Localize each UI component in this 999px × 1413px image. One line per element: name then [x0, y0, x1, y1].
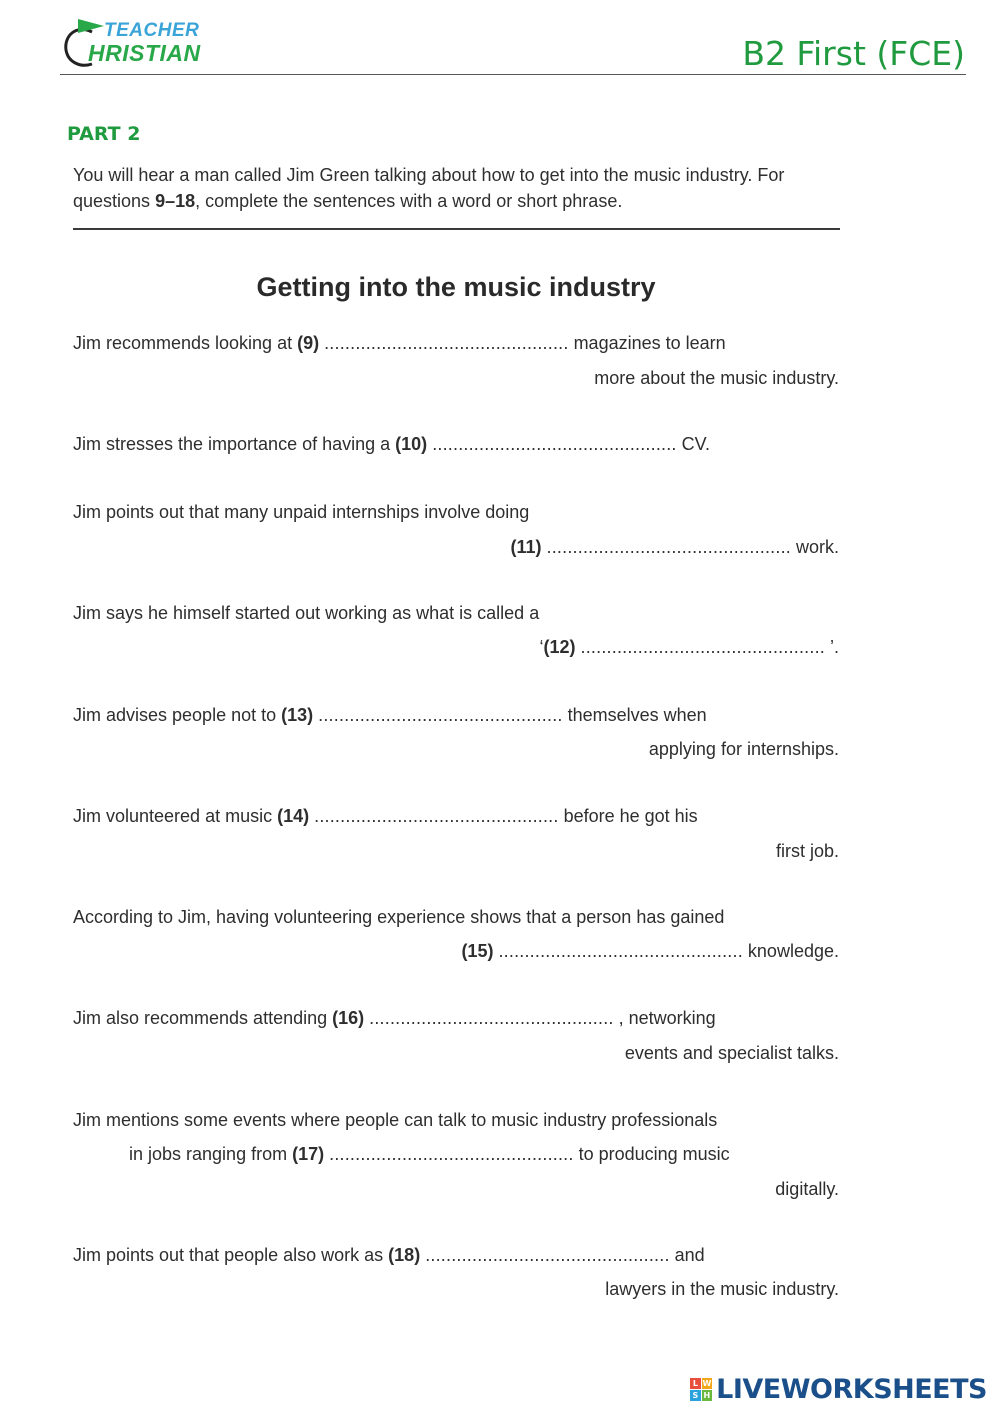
q11-number: (11) — [510, 537, 542, 557]
q16-number: (16) — [332, 1008, 365, 1028]
q16-post: , networking — [613, 1008, 716, 1028]
q9-pre: Jim recommends looking at — [73, 333, 298, 353]
q16-pre: Jim also recommends attending — [73, 1008, 333, 1028]
q10-pre: Jim stresses the importance of having a — [73, 434, 396, 454]
q14-pre: Jim volunteered at music — [73, 806, 278, 826]
q12-number: (12) — [543, 637, 576, 657]
liveworksheets-icon — [690, 1378, 712, 1400]
liveworksheets-wordmark: LIVEWORKSHEETS — [716, 1373, 987, 1405]
question-16-line2: events and specialist talks. — [624, 1043, 839, 1063]
q9-answer-blank[interactable]: ............................................... — [324, 333, 569, 353]
question-17-line3: digitally. — [775, 1179, 839, 1199]
q11-answer-blank[interactable]: ............................................... — [546, 537, 791, 557]
question-14-line2: first job. — [775, 841, 839, 861]
exam-title: B2 First (FCE) — [742, 34, 965, 73]
question-13-line1 — [73, 705, 707, 726]
q18-pre: Jim points out that people also work as — [73, 1245, 389, 1265]
q10-post: CV. — [676, 434, 710, 454]
q18-post: and — [669, 1245, 705, 1265]
instructions-range: 9–18 — [155, 191, 196, 211]
question-12-line1: Jim says he himself started out working as what is called a — [73, 603, 540, 623]
question-11-line1: Jim points out that many unpaid internships involve doing — [73, 502, 530, 522]
question-9-line1 — [73, 333, 726, 354]
q15-answer-blank[interactable]: ............................................... — [498, 941, 743, 961]
question-18-line2: lawyers in the music industry. — [605, 1279, 839, 1299]
question-18-line1 — [73, 1245, 705, 1266]
q11-post: work. — [790, 537, 839, 557]
q10-number: (10) — [395, 434, 428, 454]
question-15-line1: According to Jim, having volunteering experience shows that a person has gained — [73, 907, 725, 927]
q9-number: (9) — [297, 333, 320, 353]
instructions-text1: You will hear a man called Jim Green talking about how to get into the music industry. For questions — [73, 165, 785, 211]
teacher-christian-logo — [60, 16, 200, 70]
q12-answer-blank[interactable]: ............................................... — [580, 637, 825, 657]
question-17-line1: Jim mentions some events where people can talk to music industry professionals — [73, 1110, 718, 1130]
q14-answer-blank[interactable]: ............................................... — [314, 806, 559, 826]
q13-answer-blank[interactable]: ............................................... — [318, 705, 563, 725]
question-16-line1 — [73, 1008, 716, 1029]
icon-letter-h: H — [703, 1391, 711, 1400]
logo-line1: TEACHER — [104, 20, 200, 41]
question-14-line1 — [73, 806, 698, 827]
q9-post: magazines to learn — [568, 333, 726, 353]
q17-answer-blank[interactable]: ............................................... — [329, 1144, 574, 1164]
q13-number: (13) — [281, 705, 314, 725]
q17-pre: in jobs ranging from — [129, 1144, 293, 1164]
section-divider — [73, 228, 840, 230]
q18-answer-blank[interactable]: ............................................... — [425, 1245, 670, 1265]
question-12-line2 — [540, 637, 840, 658]
icon-letter-l: L — [690, 1378, 701, 1389]
q12-post: ’. — [824, 637, 839, 657]
question-13-line2: applying for internships. — [648, 739, 839, 759]
instructions-text2: , complete the sentences with a word or short phrase. — [195, 191, 623, 211]
q13-pre: Jim advises people not to — [73, 705, 282, 725]
q17-number: (17) — [292, 1144, 325, 1164]
instructions — [73, 162, 843, 214]
q16-answer-blank[interactable]: ............................................... — [369, 1008, 614, 1028]
q14-post: before he got his — [558, 806, 698, 826]
part-label: PART 2 — [67, 123, 141, 145]
q12-open-quote: ‘ — [539, 637, 544, 657]
q13-post: themselves when — [562, 705, 707, 725]
q15-post: knowledge. — [742, 941, 839, 961]
question-10-line1 — [73, 434, 710, 455]
q18-number: (18) — [388, 1245, 421, 1265]
worksheet-title: Getting into the music industry — [256, 272, 656, 302]
q14-number: (14) — [277, 806, 310, 826]
liveworksheets-brand — [690, 1371, 987, 1407]
question-11-line2 — [510, 537, 839, 558]
header-divider — [60, 74, 966, 75]
q15-number: (15) — [461, 941, 494, 961]
question-9-line2: more about the music industry. — [594, 368, 839, 388]
question-17-line2 — [129, 1144, 730, 1165]
q17-post: to producing music — [573, 1144, 730, 1164]
question-15-line2 — [461, 941, 839, 962]
logo-line2: HRISTIAN — [88, 40, 201, 66]
q10-answer-blank[interactable]: ............................................... — [432, 434, 677, 454]
icon-letter-w: W — [702, 1379, 712, 1388]
icon-letter-s: S — [690, 1390, 701, 1401]
